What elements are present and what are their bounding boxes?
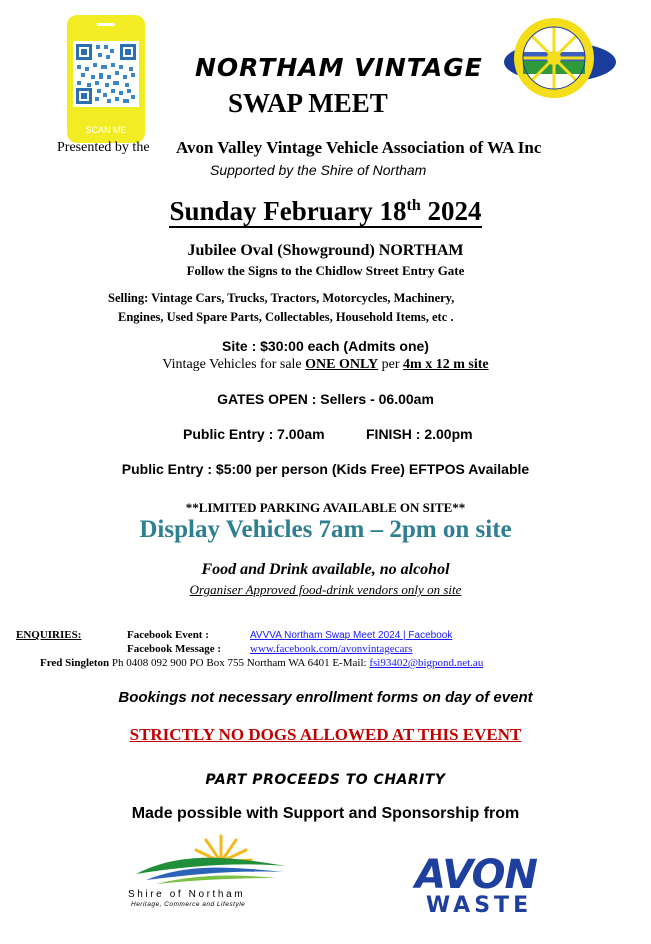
vehicles-prefix: Vintage Vehicles for sale [162,357,306,372]
contact-details: Ph 0408 092 900 PO Box 755 Northam WA 6401 E-Mail: [109,657,370,669]
public-entry-time: Public Entry : 7.00am [183,426,325,442]
date-year: 2024 [427,196,482,226]
contact-name: Fred Singleton [40,657,110,669]
association-name: Avon Valley Vintage Vehicle Association of WA Inc [176,138,542,157]
bookings-note: Bookings not necessary enrollment forms on day of event [118,689,533,706]
facebook-event-link[interactable]: AVVVA Northam Swap Meet 2024 | Facebook [250,630,453,641]
avon-logo-top: AVON [415,852,537,898]
public-entry-price: Public Entry : $5:00 per person (Kids Free) EFTPOS Available [121,461,530,477]
facebook-message-label: Facebook Message : [127,643,222,655]
directions: Follow the Signs to the Chidlow Street Entry Gate [186,263,465,278]
qr-scan-label: SCAN ME [85,125,127,135]
avon-waste-logo [383,850,569,916]
vehicles-size: 4m x 12 m site [403,357,489,372]
food-drink: Food and Drink available, no alcohol [201,561,450,578]
title-line-2: SWAP MEET [228,88,388,118]
shire-name: Shire of Northam [128,889,246,900]
date-main: Sunday February 18 [169,196,407,226]
contact-line [40,657,483,669]
facebook-event-label: Facebook Event : [127,629,209,641]
club-wheel-logo [498,12,616,104]
site-price: Site : $30:00 each (Admits one) [222,338,429,354]
vehicles-mid: per [378,357,404,372]
shire-tagline: Heritage, Commerce and Lifestyle [131,901,246,908]
date-suffix: th [406,197,421,214]
email-link[interactable]: fsi93402@bigpond.net.au [369,657,484,669]
event-date [0,196,651,227]
gates-open: GATES OPEN : Sellers - 06.00am [217,391,434,407]
sponsors-heading: Made possible with Support and Sponsorship from [131,805,520,822]
charity-note: PART PROCEEDS TO CHARITY [205,772,446,788]
finish-time: FINISH : 2.00pm [366,426,473,442]
facebook-message-link[interactable]: www.facebook.com/avonvintagecars [250,643,413,655]
selling-line-1: Selling: Vintage Cars, Trucks, Tractors, Motorcycles, Machinery, [108,291,455,305]
vehicles-only: ONE ONLY [305,357,379,372]
avon-logo-bottom: WASTE [425,893,533,916]
limited-parking: **LIMITED PARKING AVAILABLE ON SITE** [185,500,466,515]
enquiries-label: ENQUIRIES: [16,629,82,641]
vehicle-sale-rule [0,357,651,373]
qr-code-card[interactable] [67,15,145,143]
shire-of-northam-logo [126,832,296,892]
title-line-1: NORTHAM VINTAGE [195,53,483,82]
supported-by-text: Supported by the Shire of Northam [210,162,427,178]
presented-by-label: Presented by the [57,140,150,155]
display-vehicles: Display Vehicles 7am – 2pm on site [139,516,512,543]
venue: Jubilee Oval (Showground) NORTHAM [187,242,464,259]
no-dogs-warning: STRICTLY NO DOGS ALLOWED AT THIS EVENT [129,725,522,744]
selling-line-2: Engines, Used Spare Parts, Collectables, Household Items, etc . [118,310,454,324]
phone-speaker-decoration [97,23,115,26]
qr-code [73,41,139,107]
organiser-note: Organiser Approved food-drink vendors only on site [189,582,462,597]
